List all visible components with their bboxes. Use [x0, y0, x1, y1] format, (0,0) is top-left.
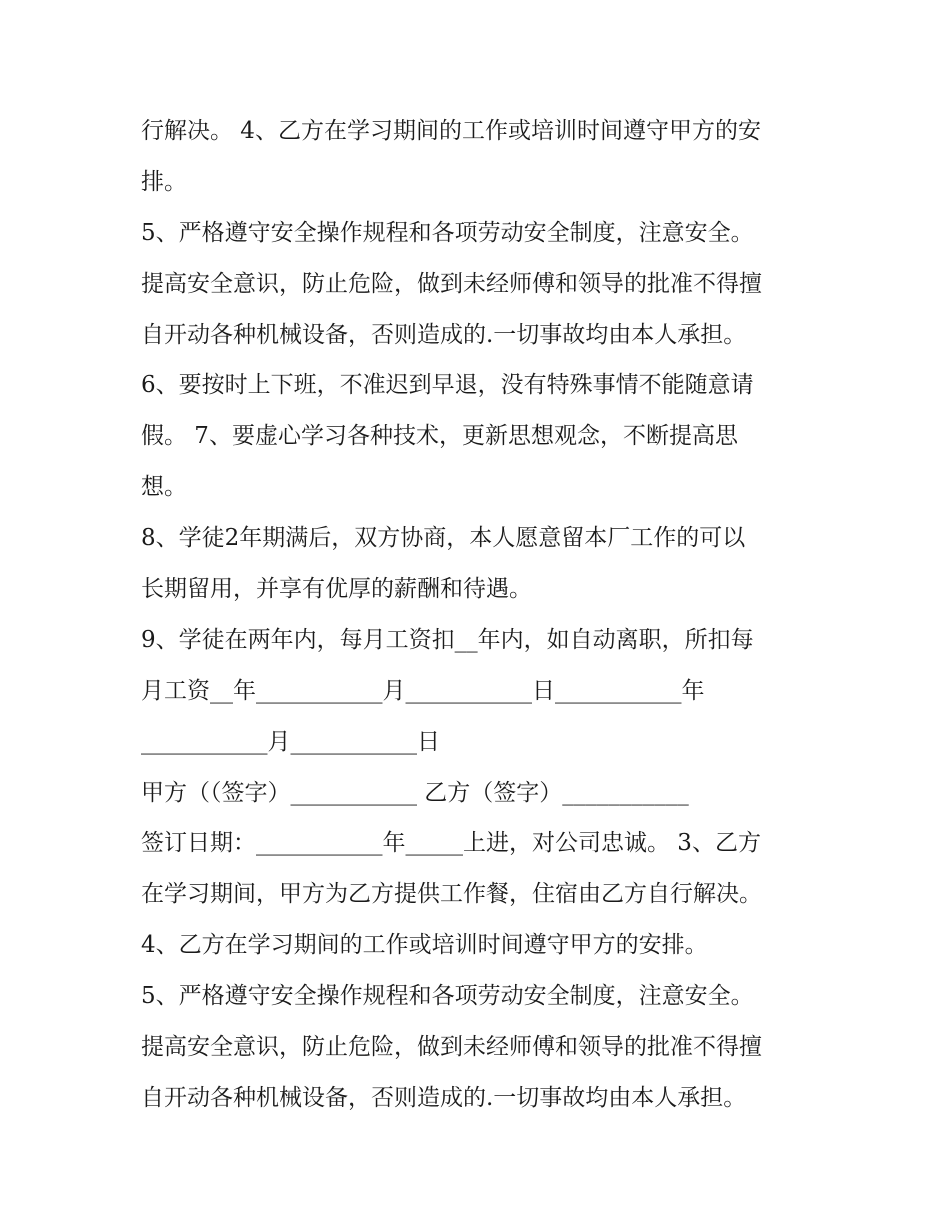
text-line: 8、学徒2年期满后，双方协商，本人愿意留本厂工作的可以	[141, 525, 746, 552]
text-line: 6、要按时上下班，不准迟到早退，没有特殊事情不能随意请	[141, 372, 754, 399]
text-line: 甲方（（签字）___________ 乙方（签字）___________	[141, 779, 689, 806]
text-line: 月工资__年___________月___________日___________年	[141, 677, 705, 704]
text-line: 9、学徒在两年内，每月工资扣__年内，如自动离职，所扣每	[141, 626, 754, 653]
text-line: 自开动各种机械设备，否则造成的.一切事故均由本人承担。	[141, 321, 747, 348]
text-line: 5、严格遵守安全操作规程和各项劳动安全制度，注意安全。	[141, 983, 754, 1010]
text-line: 提高安全意识，防止危险，做到未经师傅和领导的批准不得擅	[141, 1034, 762, 1061]
text-line: 签订日期：___________年_____上进，对公司忠诚。 3、乙方	[141, 830, 761, 857]
text-line: 5、严格遵守安全操作规程和各项劳动安全制度，注意安全。	[141, 219, 754, 246]
text-line: ___________月___________日	[141, 728, 440, 755]
document-body	[141, 106, 831, 1124]
text-line: 自开动各种机械设备，否则造成的.一切事故均由本人承担。	[141, 1084, 747, 1111]
text-line: 想。	[141, 474, 187, 501]
text-line: 假。 7、要虚心学习各种技术，更新思想观念，不断提高思	[141, 423, 738, 450]
text-line: 排。	[141, 168, 187, 195]
text-line: 提高安全意识，防止危险，做到未经师傅和领导的批准不得擅	[141, 270, 762, 297]
text-line: 行解决。 4、乙方在学习期间的工作或培训时间遵守甲方的安	[141, 118, 761, 144]
text-line: 长期留用，并享有优厚的薪酬和待遇。	[141, 576, 532, 603]
text-line: 在学习期间，甲方为乙方提供工作餐，住宿由乙方自行解决。	[141, 881, 762, 908]
text-line: 4、乙方在学习期间的工作或培训时间遵守甲方的安排。	[141, 932, 708, 959]
